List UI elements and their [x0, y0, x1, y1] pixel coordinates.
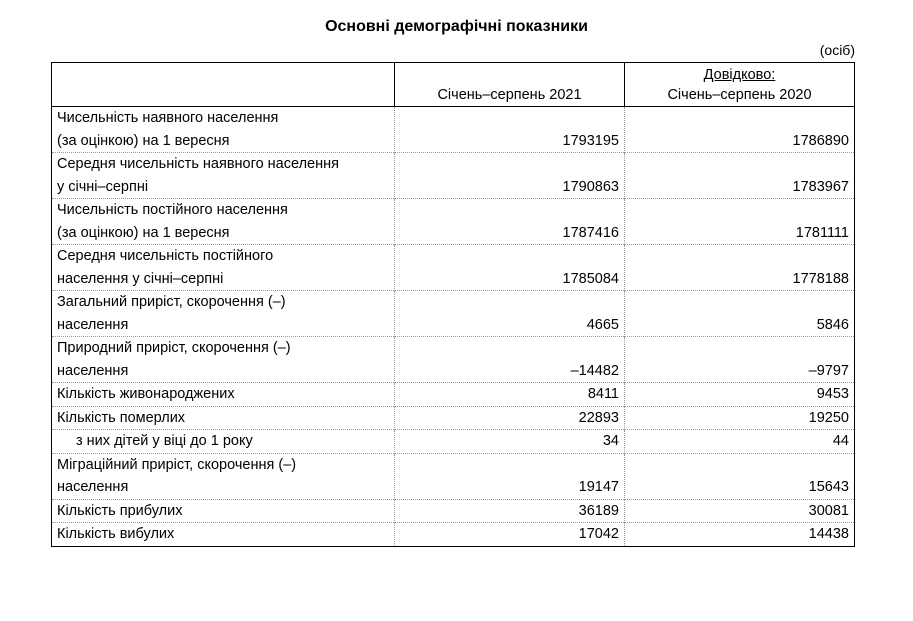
value-2021: 22893	[395, 406, 625, 430]
value-2020: 1786890	[625, 107, 855, 153]
row-label: Чисельність постійного населення (за оцінкою) на 1 вересня	[52, 199, 395, 245]
value-2021: 8411	[395, 383, 625, 407]
row-label: Кількість живонароджених	[52, 383, 395, 407]
page-title: Основні демографічні показники	[325, 18, 588, 35]
demographics-table	[51, 62, 855, 547]
row-label: Кількість вибулих	[52, 523, 395, 547]
table-row	[52, 291, 855, 337]
header-2020-reference: Довідково:	[703, 67, 776, 83]
value-2021: 1793195	[395, 107, 625, 153]
value-2021: 4665	[395, 291, 625, 337]
value-2020: 14438	[625, 523, 855, 547]
row-label: Чисельність наявного населення (за оцінкою) на 1 вересня	[52, 107, 395, 153]
table-row	[52, 383, 855, 407]
table-row	[52, 337, 855, 383]
value-2021: 19147	[395, 453, 625, 499]
table-row	[52, 107, 855, 153]
value-2020: 1781111	[625, 199, 855, 245]
row-label: з них дітей у віці до 1 року	[52, 430, 395, 454]
row-label: Середня чисельність постійного населення у січні–серпні	[52, 245, 395, 291]
value-2020: –9797	[625, 337, 855, 383]
header-2021	[395, 63, 625, 107]
value-2021: 17042	[395, 523, 625, 547]
value-2020: 30081	[625, 499, 855, 523]
value-2020: 1783967	[625, 153, 855, 199]
table-row	[52, 199, 855, 245]
row-label: Кількість прибулих	[52, 499, 395, 523]
row-label: Міграційний приріст, скорочення (–) населення	[52, 453, 395, 499]
table-row	[52, 523, 855, 547]
value-2021: 1787416	[395, 199, 625, 245]
value-2020: 5846	[625, 291, 855, 337]
table-row	[52, 245, 855, 291]
header-2020	[625, 63, 855, 107]
value-2020: 1778188	[625, 245, 855, 291]
value-2020: 15643	[625, 453, 855, 499]
units-note: (осіб)	[819, 42, 855, 58]
value-2020: 44	[625, 430, 855, 454]
value-2021: –14482	[395, 337, 625, 383]
table-header-row	[52, 63, 855, 107]
value-2021: 36189	[395, 499, 625, 523]
header-2021-label: Січень–серпень 2021	[437, 87, 582, 103]
value-2021: 1785084	[395, 245, 625, 291]
table-row	[52, 453, 855, 499]
row-label: Загальний приріст, скорочення (–) населення	[52, 291, 395, 337]
table-row	[52, 499, 855, 523]
row-label: Природний приріст, скорочення (–) населення	[52, 337, 395, 383]
row-label: Середня чисельність наявного населення у січні–серпні	[52, 153, 395, 199]
value-2020: 9453	[625, 383, 855, 407]
table-row	[52, 153, 855, 199]
row-label: Кількість померлих	[52, 406, 395, 430]
header-2020-label: Січень–серпень 2020	[667, 87, 812, 103]
table-row	[52, 430, 855, 454]
value-2021: 34	[395, 430, 625, 454]
header-label-cell	[52, 63, 395, 107]
value-2021: 1790863	[395, 153, 625, 199]
value-2020: 19250	[625, 406, 855, 430]
table-row	[52, 406, 855, 430]
